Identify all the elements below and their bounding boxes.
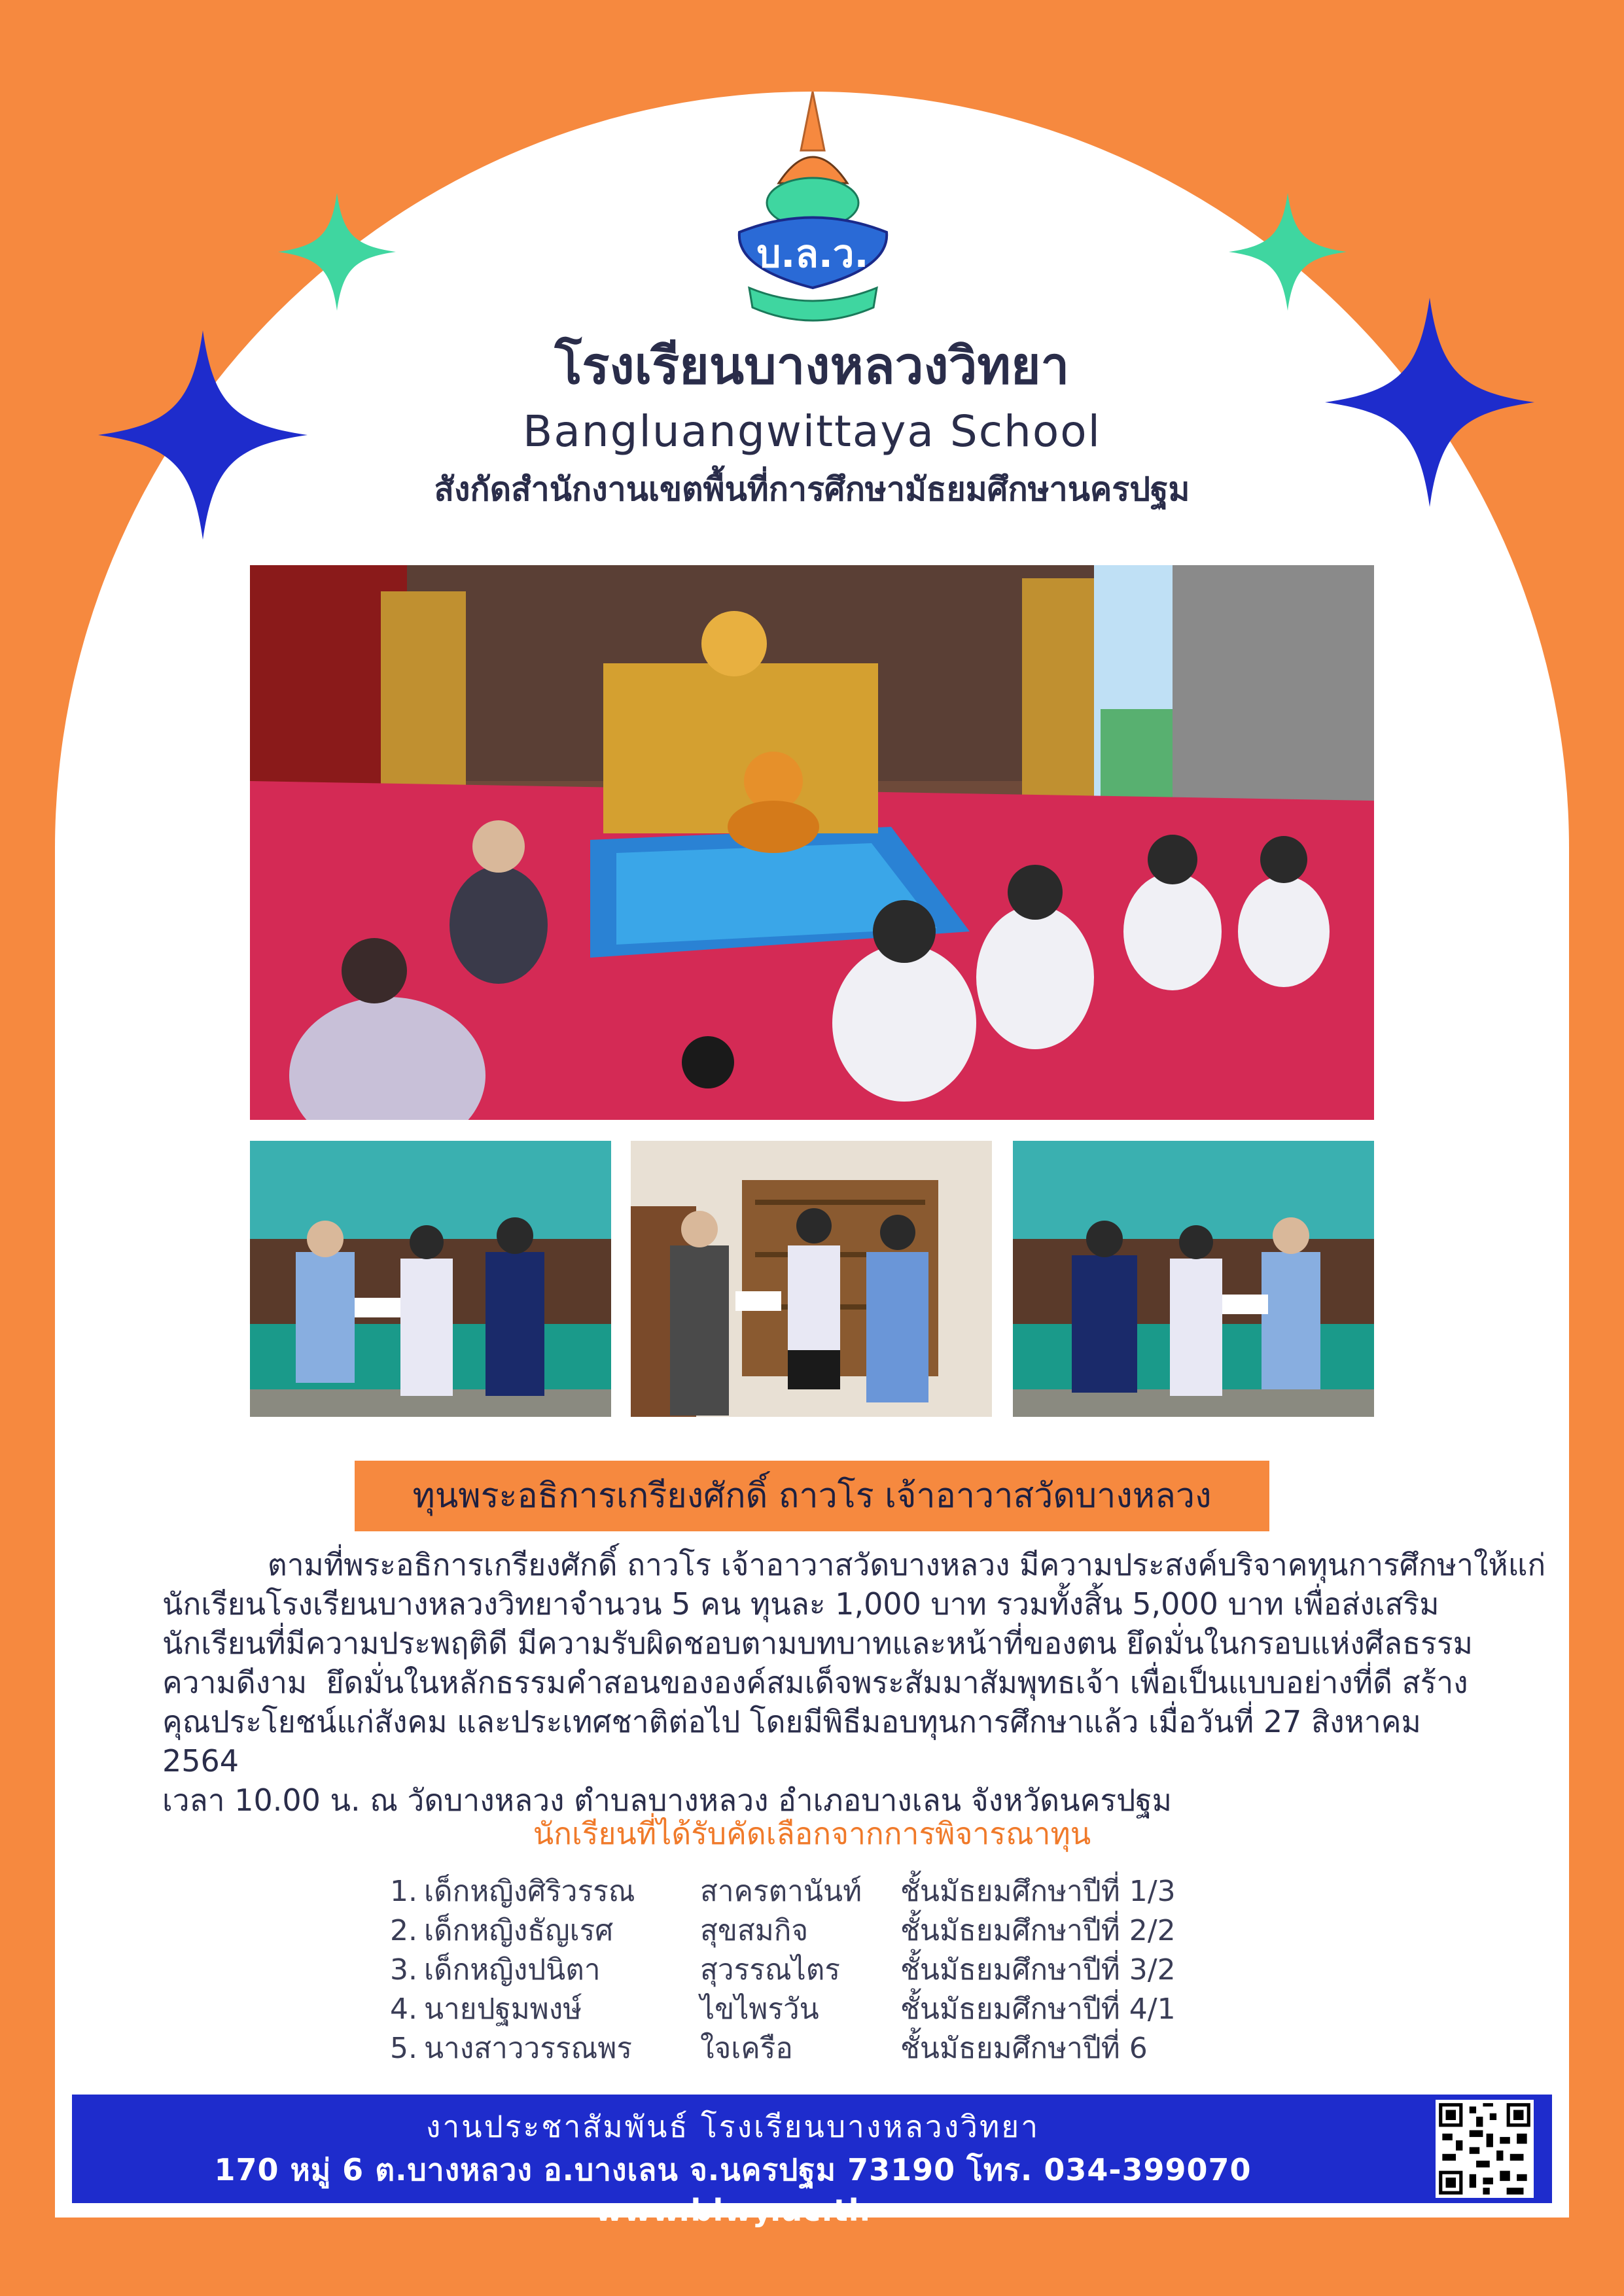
school-name-english: Bangluangwittaya School <box>523 406 1101 457</box>
logo-text: บ.ล.ว. <box>756 232 869 276</box>
body-line: คุณประโยชน์แก่สังคม และประเทศชาติต่อไป โดยมีพิธีมอบทุนการศึกษาแล้ว เมื่อวันที่ 27 สิงหาคม 2564 <box>162 1704 1421 1779</box>
list-item <box>390 1951 1241 1990</box>
student-last-name: สุวรรณไตร <box>700 1953 840 1987</box>
student-grade: ชั้นมัธยมศึกษาปีที่ 6 <box>900 2032 1148 2065</box>
body-line: นักเรียนที่มีความประพฤติดี มีความรับผิดชอบตามบทบาทและหน้าที่ของตน ยึดมั่นในกรอบแห่งศีลธรรม <box>162 1626 1473 1661</box>
body-line: ตามที่พระอธิการเกรียงศักดิ์ ถาวโร เจ้าอาวาสวัดบางหลวง มีความประสงค์บริจาคทุนการศึกษาให้แก่ <box>162 1547 1546 1582</box>
list-item <box>390 1911 1241 1951</box>
scholarship-handover-photo-1 <box>250 1141 611 1417</box>
announcement-body <box>162 1545 1546 1820</box>
body-line: เวลา 10.00 น. ณ วัดบางหลวง ตำบลบางหลวง อำเภอบางเลน จังหวัดนครปฐม <box>162 1783 1172 1818</box>
footer-contact: 170 หมู่ 6 ต.บางหลวง อ.บางเลน จ.นครปฐม 73190 โทร. 034-399070 www.blwy.ac.th <box>214 2152 1252 2228</box>
scholarship-handover-photo-3 <box>1013 1141 1374 1417</box>
student-first-name: เด็กหญิงศิริวรรณ <box>424 1875 635 1908</box>
student-grade: ชั้นมัธยมศึกษาปีที่ 1/3 <box>900 1875 1176 1908</box>
recipients-heading: นักเรียนที่ได้รับคัดเลือกจากการพิจารณาทุน <box>533 1816 1091 1851</box>
green-star-icon-left <box>278 186 396 317</box>
list-item <box>390 1990 1241 2029</box>
item-number: 5. <box>390 2032 417 2065</box>
list-item <box>390 2029 1241 2068</box>
item-number: 1. <box>390 1875 417 1908</box>
school-logo <box>726 92 900 340</box>
footer-bar <box>72 2095 1552 2228</box>
temple-ceremony-photo <box>250 565 1374 1120</box>
item-number: 4. <box>390 1992 417 2026</box>
qr-code-icon[interactable] <box>1436 2100 1534 2198</box>
list-item <box>390 1872 1241 1911</box>
student-first-name: เด็กหญิงปนิตา <box>424 1953 601 1987</box>
student-last-name: ใจเครือ <box>700 2032 793 2065</box>
student-last-name: สาครตานันท์ <box>700 1875 862 1908</box>
student-last-name: ไขไพรวัน <box>700 1992 819 2026</box>
body-line: ความดีงาม ยึดมั่นในหลักธรรมคำสอนขององค์สมเด็จพระสัมมาสัมพุทธเจ้า เพื่อเป็นแบบอย่างที่ดี สร้าง <box>162 1665 1468 1700</box>
recipients-list <box>390 1872 1241 2068</box>
item-number: 3. <box>390 1953 417 1987</box>
student-grade: ชั้นมัธยมศึกษาปีที่ 2/2 <box>900 1914 1176 1947</box>
student-first-name: เด็กหญิงธัญเรศ <box>424 1914 614 1947</box>
school-name-thai: โรงเรียนบางหลวงวิทยา <box>554 337 1070 396</box>
school-affiliation: สังกัดสำนักงานเขตพื้นที่การศึกษามัธยมศึกษานครปฐม <box>434 470 1190 508</box>
student-grade: ชั้นมัธยมศึกษาปีที่ 4/1 <box>900 1992 1176 2026</box>
scholarship-title-banner: ทุนพระอธิการเกรียงศักดิ์ ถาวโร เจ้าอาวาสวัดบางหลวง <box>355 1461 1269 1531</box>
student-first-name: นางสาววรรณพร <box>424 2032 632 2065</box>
student-last-name: สุขสมกิจ <box>700 1914 809 1947</box>
student-first-name: นายปฐมพงษ์ <box>424 1992 582 2026</box>
student-grade: ชั้นมัธยมศึกษาปีที่ 3/2 <box>900 1953 1176 1987</box>
body-line: นักเรียนโรงเรียนบางหลวงวิทยาจำนวน 5 คน ทุนละ 1,000 บาท รวมทั้งสิ้น 5,000 บาท เพื่อส่งเสริม <box>162 1586 1439 1622</box>
scholarship-handover-photo-2 <box>631 1141 992 1417</box>
footer-department: งานประชาสัมพันธ์ โรงเรียนบางหลวงวิทยา <box>425 2109 1040 2144</box>
item-number: 2. <box>390 1914 417 1947</box>
